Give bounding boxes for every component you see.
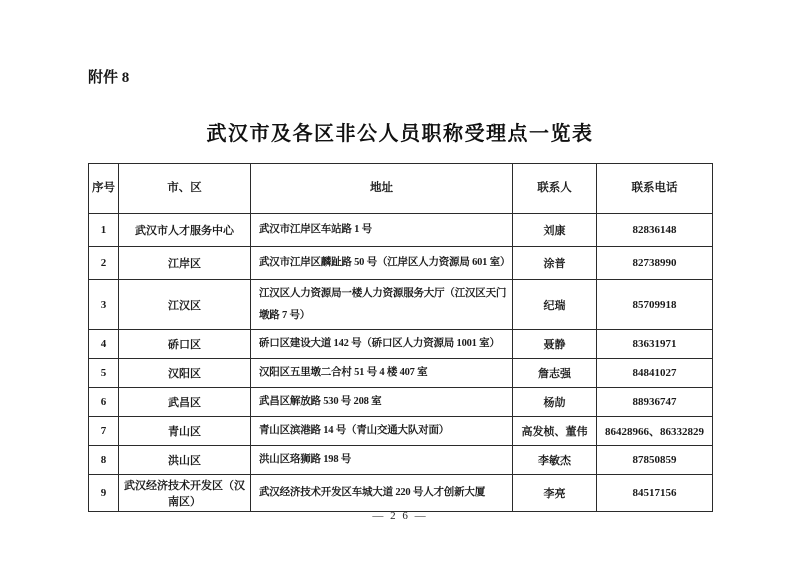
col-header-district: 市、区: [119, 164, 251, 214]
cell-phone: 86428966、86332829: [597, 417, 713, 446]
cell-index: 9: [89, 475, 119, 512]
cell-index: 4: [89, 330, 119, 359]
cell-contact: 詹志强: [513, 359, 597, 388]
cell-contact: 李敏杰: [513, 446, 597, 475]
cell-index: 3: [89, 280, 119, 330]
cell-address: 武昌区解放路 530 号 208 室: [251, 388, 513, 417]
table-row: [89, 214, 713, 247]
cell-phone: 82738990: [597, 247, 713, 280]
cell-district: 洪山区: [119, 446, 251, 475]
table-row: [89, 247, 713, 280]
cell-address: 洪山区珞狮路 198 号: [251, 446, 513, 475]
cell-contact: 李亮: [513, 475, 597, 512]
cell-index: 7: [89, 417, 119, 446]
cell-district: 江汉区: [119, 280, 251, 330]
cell-district: 汉阳区: [119, 359, 251, 388]
cell-contact: 涂普: [513, 247, 597, 280]
cell-address: 武汉市江岸区车站路 1 号: [251, 214, 513, 247]
table-row: [89, 359, 713, 388]
cell-phone: 88936747: [597, 388, 713, 417]
table-header: [89, 164, 713, 214]
cell-contact: 刘康: [513, 214, 597, 247]
cell-index: 5: [89, 359, 119, 388]
cell-address: 硚口区建设大道 142 号（硚口区人力资源局 1001 室）: [251, 330, 513, 359]
cell-index: 2: [89, 247, 119, 280]
cell-district: 武汉经济技术开发区（汉南区）: [119, 475, 251, 512]
cell-contact: 高发桢、董伟: [513, 417, 597, 446]
cell-phone: 84841027: [597, 359, 713, 388]
cell-district: 江岸区: [119, 247, 251, 280]
cell-phone: 84517156: [597, 475, 713, 512]
col-header-contact: 联系人: [513, 164, 597, 214]
table-row: [89, 388, 713, 417]
cell-district: 硚口区: [119, 330, 251, 359]
table-row: [89, 330, 713, 359]
col-header-index: 序号: [89, 164, 119, 214]
attachment-label: 附件 8: [88, 70, 130, 86]
table-row: [89, 446, 713, 475]
cell-address: 武汉市江岸区麟趾路 50 号（江岸区人力资源局 601 室）: [251, 247, 513, 280]
cell-phone: 82836148: [597, 214, 713, 247]
cell-address: 青山区滨港路 14 号（青山交通大队对面）: [251, 417, 513, 446]
page-number: — 2 6 —: [372, 510, 428, 522]
table-row: [89, 475, 713, 512]
cell-address: 汉阳区五里墩二合村 51 号 4 楼 407 室: [251, 359, 513, 388]
cell-contact: 聂静: [513, 330, 597, 359]
cell-contact: 杨劼: [513, 388, 597, 417]
cell-phone: 85709918: [597, 280, 713, 330]
cell-index: 1: [89, 214, 119, 247]
table-body: [89, 214, 713, 512]
col-header-address: 地址: [251, 164, 513, 214]
cell-district: 青山区: [119, 417, 251, 446]
cell-phone: 83631971: [597, 330, 713, 359]
table-row: [89, 280, 713, 330]
cell-contact: 纪瑞: [513, 280, 597, 330]
table-row: [89, 417, 713, 446]
page-title: 武汉市及各区非公人员职称受理点一览表: [206, 123, 594, 146]
cell-address: 江汉区人力资源局一楼人力资源服务大厅（江汉区天门墩路 7 号）: [251, 280, 513, 330]
cell-phone: 87850859: [597, 446, 713, 475]
table-header-row: [89, 164, 713, 214]
cell-index: 8: [89, 446, 119, 475]
col-header-phone: 联系电话: [597, 164, 713, 214]
cell-district: 武汉市人才服务中心: [119, 214, 251, 247]
acceptance-points-table: [88, 163, 713, 512]
cell-address: 武汉经济技术开发区车城大道 220 号人才创新大厦: [251, 475, 513, 512]
cell-index: 6: [89, 388, 119, 417]
cell-district: 武昌区: [119, 388, 251, 417]
